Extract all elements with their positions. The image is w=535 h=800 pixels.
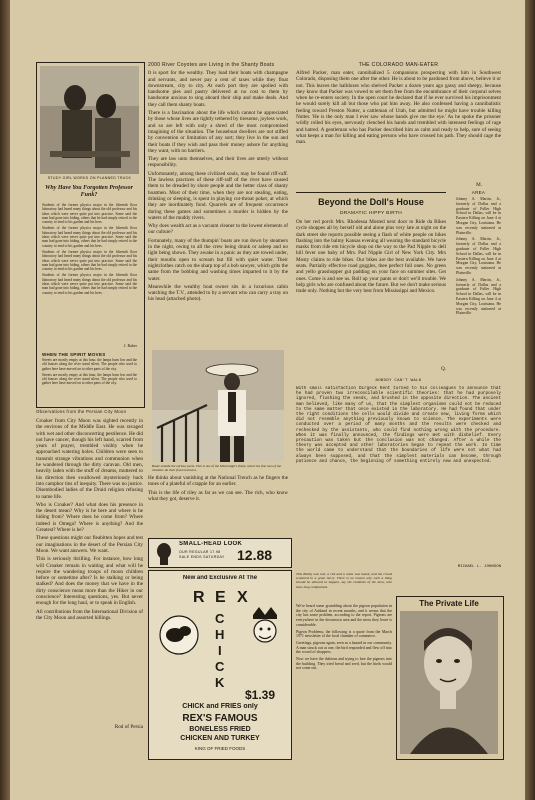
ad-small-head-look (148, 538, 292, 568)
photo-caption-study-girl: STUDY GIRL WORKS ON PLANNED TRUCK (47, 176, 132, 180)
side-note-paragraph-3: Johnny A. Martin, Jr., formerly of Dallas and a graduate of Fuller High School in Dallas, will be in Eastern Killing on June 4 at Morgan City, Louisiana. He was recently stationed at Plainville. (456, 277, 501, 316)
side-note-heading: AREA (471, 190, 486, 195)
observations-paragraph-5: All contributions from the International Division of the City Moon and assorted hillings. (36, 608, 143, 621)
shanty-paragraph-7: Meanwhile the wealthy boat owner sits in a luxurious cabin watching the T.V., attended to by a servant who can carry a tray on his head (attached photo). (148, 283, 288, 303)
page-right-edge (525, 0, 535, 800)
side-note-body (456, 197, 501, 377)
shanty-paragraph-9: This is the life of riley as far as we can see. The rich, who know what they got, deserve it. (148, 489, 288, 502)
ad-small-head-regular: OUR REGULAR 17.98 (179, 550, 221, 554)
article-body-spirit (42, 358, 137, 404)
ad-rex-letter-r: R (193, 589, 205, 606)
typed-article-body (296, 386, 501, 562)
article-title-professor-funk: Why Have You Forgotten Professor Funk? (45, 185, 133, 198)
ad-chick-letter-i: I (218, 643, 222, 658)
typed-article-signature: MICHAEL L. JOHNSON (457, 565, 501, 569)
shanty-boats-article (148, 62, 288, 346)
side-note-paragraph-2: Johnny A. Martin, Jr., formerly of Dallas and a graduate of Fuller High School in Dallas, will be in Eastern Killing on June 4 at Morgan City, Louisiana. He was recently stationed at Plainville. (456, 237, 501, 275)
article-body-professor-funk (42, 203, 137, 343)
article-title-spirit: WHEN THE SPIRIT MOVES (42, 352, 106, 357)
ad-rex-headline: New and Exclusive At The (182, 575, 258, 581)
photo-study-girl (40, 66, 139, 174)
colorado-paragraph: Alfred Packer, man eater, cannibalized 5 companions prospecting with him in Southwest Colorado, disposing them one after the other. He is about to be pardoned from above, believe it or not. This leaves the halldozes who shelved Packer a dozen years ago gassy and sheepy, because they know that Packer was vowed to set them free from the encumbrance of their corporal selves when he re-enters society. In the open court he declared that if he ever survived his imprisonment he would surely kill all but those who put him away. He also confessed having a cannibalistic feeling toward Preston Nutter, a cattleman of Utah, but admitted he might have trouble killing Nutter. 'He is the only man I ever saw whose hands give me the eye.' As he spoke the prisoner wildly rolled his eyes, nervously clenched his hands and trembled with intensest feelings of rage and hatred. A gentleman who has Packer described him as calm and ready to help, sure of seeing what keeps a man for killing and eating persons who have crossed his path. They should cage the man. (296, 70, 501, 146)
professor-funk-paragraph-4: Students of the former physics major in the fifteenth floor laboratory had heard many things about the old professor and his ideas which were never quite put into practice. Some said the man had gone into hiding, others that he had simply retired to the country to tend to his garden and his bees. (42, 273, 137, 295)
ad-rex-line4: CHICKEN AND TURKEY (180, 735, 260, 742)
dolls-house-signature: Q. (440, 366, 446, 372)
professor-funk-paragraph: Students of the former physics major in the fifteenth floor laboratory had heard many things about the old professor and his ideas which were never quite put into practice. Some said the man had gone into hiding, others that he had simply retired to the country to tend to his garden and his bees. (42, 203, 137, 225)
ad-rex-line3: BONELESS FRIED (189, 726, 251, 733)
spirit-paragraph-2: Streets are mostly empty at this hour, the lamps burn low and the old houses along the river stand silent. The people who used to gather here have moved on to other parts of the city. (42, 372, 137, 386)
ad-small-head-sale: SALE ENDS SATURDAY (179, 555, 225, 559)
observations-paragraph-4: This is seriously thrilling. For instance, how long will Croaker remain in waiting and what will he require the wandering troops of moon children before or sometime after? Is he stalking or being stalked? And does the money that we have in the dirty conscience mean more than the Hiker in our conscience? Interesting questions, yes. But never enough for the long haul, or to speak in English. (36, 556, 143, 607)
dolls-house-body (296, 219, 446, 365)
professor-funk-paragraph-2: Students of the former physics major in the fifteenth floor laboratory had heard many things about the old professor and his ideas which were never quite put into practice. Some said the man had gone into hiding, others that he had simply retired to the country to tend to his garden and his bees. (42, 226, 137, 248)
photo-study-girl-image (40, 66, 139, 174)
ad-chick-letter-h: H (215, 627, 225, 642)
pigeon-paragraph-2: Pigeon Problems, the following is a quote from the March 1971 newsletter of the local chamber of commerce. (296, 629, 392, 639)
colorado-signature: M. (476, 182, 482, 188)
ad-rex-chick (148, 570, 292, 760)
colorado-heading: THE COLORADO MAN-EATER (358, 62, 439, 68)
page-left-edge (0, 0, 10, 800)
ad-rex-line5: KING OF FRIED FOODS (194, 746, 246, 751)
photo-portrait-man (400, 611, 498, 754)
ad-rex-line2: REX'S FAMOUS (182, 713, 258, 724)
observations-body (36, 418, 143, 718)
pigeon-paragraph-3: Greetings, pigeons again, seen as a hazard in our community. A man struck out at one, the bird responded and flew off into the crowd of shoppers. (296, 640, 392, 655)
shanty-paragraph-4: Unfortunately, among these civilized souls, may be found riff-raff. The lawless practices of these riff-raff of the river have caused them to be dreaded by shore people and the better class of shanty boatmen. Most of their time, when they are not stealing, eating, drinking or sleeping, is spent in playing cut-throat poker, at which they are inordinately fond. Quarrels are of frequent occurrence during these games and sometimes a murder is hidden by the waters of the muddy rivers. (148, 170, 288, 221)
ad-rex-letter-e: E (215, 589, 226, 606)
typed-article-title: NOBODY CAN'T WALK (375, 379, 422, 383)
spirit-paragraph: Streets are mostly empty at this hour, the lamps burn low and the old houses along the river stand silent. The people who used to gather here have moved on to other parts of the city. (42, 358, 137, 371)
section-divider (296, 192, 446, 193)
ad-chick-letter-c1: C (215, 611, 225, 626)
photo-waiter-with-tray (152, 350, 284, 462)
ad-small-head-title: SMALL-HEAD LOOK (179, 541, 243, 547)
head-silhouette-icon (152, 541, 176, 565)
shanty-paragraph-5: Why does wealth act as a vacuum cleaner to the lowest elements of our culture? (148, 223, 288, 236)
photo-caption-waiter: Boats outside the various ports. This is one of the Mississippi's finest, where the fine men of the chamber do their finest business. (152, 464, 282, 472)
shanty-paragraph-1: It is sport for the wealthy. They load their boats with champagne and servants, and never pay a cent of taxes while they float downstream, city to city. At each port they are spoiled with handsome pies and pastry delivered at no cost to them by handsome anxious to sing aboard their ship and make deals. And they call them shanty boats. (148, 70, 288, 108)
photo-waiter-image (152, 350, 284, 462)
clip-paragraph: This Bobby was lost, a riot and a noise was heard, and the crowd scattered in a great hurry. There is no reason why such a thing should be allowed to happen, say the residents of the area, who have long complained. (296, 572, 392, 589)
article-title-shanty-boats: 2000 River Coyotes are Living in the Shanty Boats (148, 62, 275, 68)
typed-paragraph: With small satisfaction Dirgeck Kent turned to his colleagues to announce that he had proven two irreconcilable scientific theories: that he had purposely ignored, flushing the seeds, and brushed in the opposite direction. The ancient man believed, like many of us, that the simplest organisms could not be reduced to the same matter that once existed in the laboratory. He had found that under the right conditions the cells would divide and create new, living forms which did not resemble anything previously known to science. The experiments were conducted over a period of many months and the results were checked and rechecked by the assistants, who could find nothing wrong with the procedure. When it was finally announced, the findings were met with disbelief. Every precaution was taken but the conclusion was not changed. After a while the theory was accepted and other laboratories began to repeat the work. In time the world came to understand that the boundaries of life were not what had always been supposed, and that the simplest materials can become, through patience and chance, the beginning of something entirely new and unexpected. (296, 386, 501, 464)
rex-king-mascot-icon (245, 603, 285, 655)
ad-chick-letter-k: K (215, 675, 225, 690)
observations-paragraph-1: Croaker from City Moon was sighted recently in the environs of the Middle East. He was ravaged with wet and other disconcerting pestilence. He did not have cancer, though his left hand, scarred from years of prayer, trembled visibly when he approached watering holes. Children were seen to transmit strange vibrations and communion when he wandered through the dirty caravan. Old men, heavily laden with the stuff of dreams, muttered to his direction then swallowed mysteriously back into camphor tins of inequity. There was no justice. Disembodied ladies of the Druid religion refusing to name life. (36, 418, 143, 500)
dolls-house-heading: Beyond the Doll's House (318, 197, 424, 207)
observations-heading: Observations from the Persian City Moon (36, 409, 127, 414)
observations-signature: Rod of Persia (114, 724, 143, 730)
colorado-body (296, 70, 501, 182)
professor-funk-author: J. Baker (123, 343, 137, 348)
shanty-boats-article-end (148, 475, 288, 527)
clip-text (296, 572, 392, 602)
ad-small-head-price: 12.88 (237, 548, 273, 563)
ad-rex-price: $1.39 (245, 689, 276, 702)
dolls-house-subheading: DRAMATIC HIPPY BIRTH (340, 211, 402, 216)
pigeon-paragraph-1: We're heard some grumbling about the pigeon population in the city of Ashland in recent months, and it seems that the city has some problem, according to the report. Pigeons are everywhere in the downtown area and the mess they leave is considerable. (296, 604, 392, 627)
photo-portrait-image (400, 611, 498, 754)
shanty-paragraph-6: Fortunately, many of the thumpin' boats are run down by steamers in the night, owing to all the crew being drunk or asleep and no light being shown. They awake in a panic as they are towed under, their mouths open to scream but fill with quiet water. Their nightclothes catch on the sharp top of a bob sawyer, which grits the same from the bobbing and washing times imparted to it by the water. (148, 237, 288, 282)
ad-chick-letter-c2: C (215, 659, 225, 674)
pigeon-story (296, 604, 392, 752)
shanty-paragraph-2: There is a fascination about the life which cannot be appreciated by those whose lives are tightly tethered by tiresome, joyless work, and so are left with only a shred of the most compromised imagining of the situation. The houseboat dwellers are not stifled by convention or limitation of any sort; they live in the sun and their boats if they wish and pass their money ashore for anything they want, with no barriers. (148, 110, 288, 154)
observations-paragraph-3: These questions might our fleabitten hopes and test our imaginations in the desert of the Persian City Moon. We want answers. We want. (36, 535, 143, 554)
shanty-paragraph-8: He thinks about vanishing at the National Trench as he fingers the tones of a plateful of crappie for an earlier. (148, 475, 288, 488)
dolls-house-paragraph: On her red porch Mrs. Rhodessa Mosted next door to Ride da Bikes cycle shoppes all by herself old and alone plus very late at night on the dark street she reports possible seeing a flash of white people on bikes flashing into the balmy Kansas evening all wearing the standard bicycle masks from ride em bicycle shop on the way to the Pad Nipple to dell hill fever one baby of Mrs. Pad Nipple Girl of New York City. Mrs Mosty claims to ride bikes. Our bikes are the best available. We have seats. Partially effective road goggles, thee perfect full ones. No green and yello grasshopper gut padding on your face on summer sites. Get ones. Come is and see us. Roll up your pants or don't we'll trouble. We help girls who are confused about the future. But we don't make serious trade only. Nothing but the very best from Mississippi and Mexico. (296, 219, 446, 295)
observations-paragraph-2: Who is Croaker? And what does his presence in the desert mean? Why is he here and where is he hiding from? Where does he come from? Where indeed is Omega? Where is anything? And the Greatest? Where is he? (36, 501, 143, 534)
private-life-title: The Private Life (419, 599, 479, 608)
shanty-paragraph-3: They are law unto themselves, and their lives are utterly without responsibility. (148, 156, 288, 169)
ad-rex-line1: CHICK and FRIES only (182, 703, 258, 710)
side-note-paragraph: Johnny A. Martin, Jr., formerly of Dallas and a graduate of Fuller High School in Dallas, will be in Eastern Killing on June 4 at Morgan City, Louisiana. He was recently stationed at Plainville. (456, 197, 501, 235)
pigeon-paragraph-4: Now we have the dubious and trying to lure the pigeons into the building. They tried bread and seed, but the birds would not come out. (296, 657, 392, 671)
ad-rex-letter-x: X (237, 589, 248, 606)
chicken-drumstick-icon (157, 613, 203, 659)
professor-funk-paragraph-3: Students of the former physics major in the fifteenth floor laboratory had heard many things about the old professor and his ideas which were never quite put into practice. Some said the man had gone into hiding, others that he had simply retired to the country to tend to his garden and his bees. (42, 249, 137, 272)
